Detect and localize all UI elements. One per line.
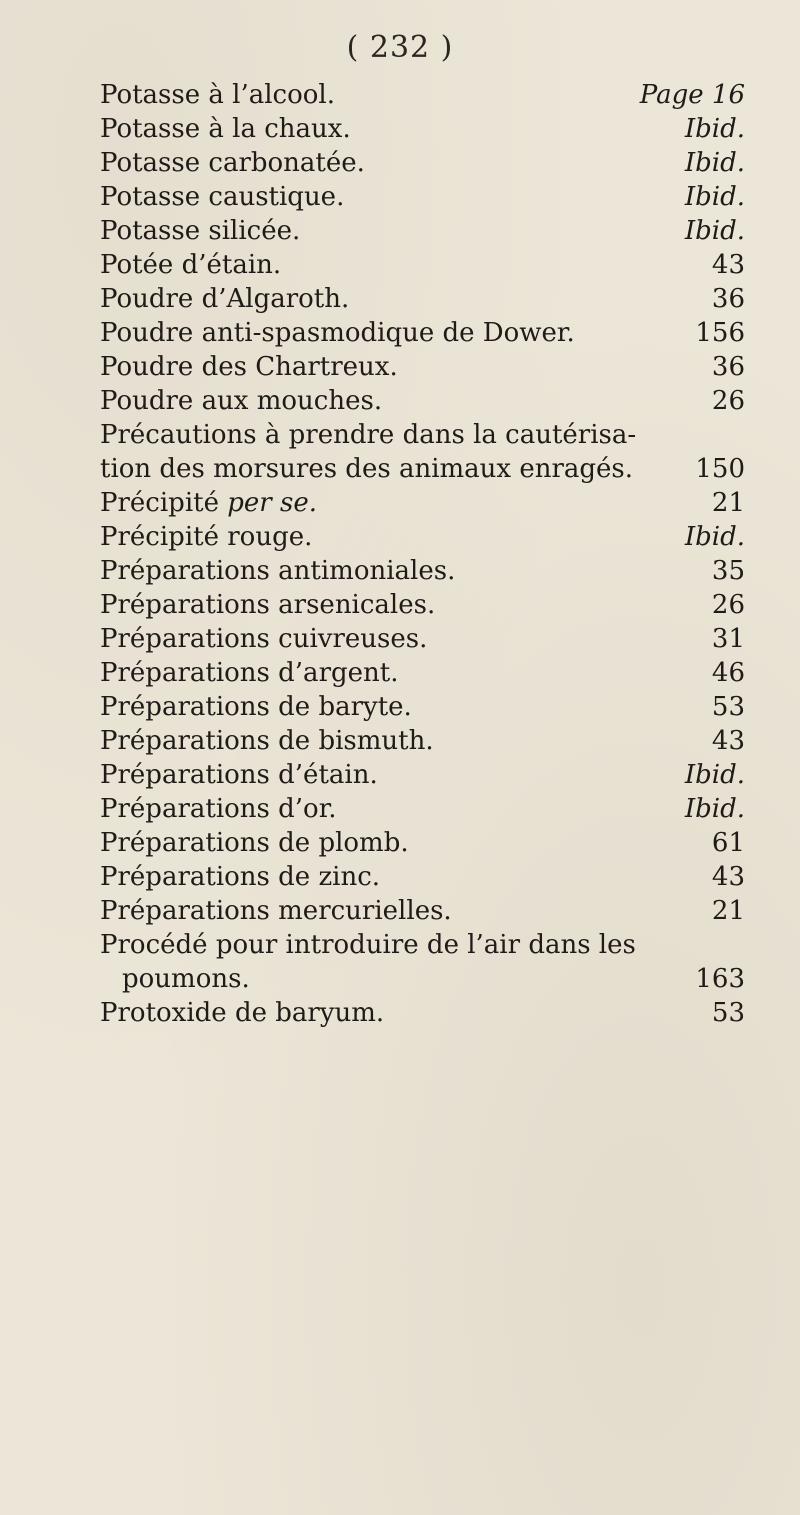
entry-page-ref: 21 [711, 488, 745, 518]
entry-page-ref: 46 [711, 658, 745, 688]
entry-page-ref: 53 [711, 692, 745, 722]
entry-text: Préparations de zinc. [100, 862, 381, 892]
entry-page-ref: 21 [711, 896, 745, 926]
entry-text: Préparations arsenicales. [100, 590, 436, 620]
index-entry [100, 384, 745, 418]
entry-page-ref: 61 [711, 828, 745, 858]
entry-page-ref: Ibid. [684, 114, 745, 144]
entry-text: Poudre anti-spasmodique de Dower. [100, 318, 575, 348]
entry-page-ref: 36 [711, 284, 745, 314]
entry-text: Potasse carbonatée. [100, 148, 365, 178]
index-entry [100, 588, 745, 622]
index-entry [100, 860, 745, 894]
entry-text: Préparations mercurielles. [100, 896, 452, 926]
entry-line [100, 452, 745, 486]
index-entry [100, 554, 745, 588]
entry-text: Préparations cuivreuses. [100, 624, 428, 654]
index-entry [100, 78, 745, 112]
entry-text: Préparations d’étain. [100, 760, 378, 790]
entry-text: Préparations de bismuth. [100, 726, 434, 756]
entry-page-ref: 156 [695, 318, 745, 348]
entry-page-ref: Page 16 [639, 80, 745, 110]
entry-text-main: Précipité [100, 488, 228, 518]
entry-text: Procédé pour introduire de l’air dans les [100, 930, 636, 960]
entry-text: Potasse silicée. [100, 216, 301, 246]
entry-text: Préparations de plomb. [100, 828, 409, 858]
entry-page-ref: Ibid. [684, 148, 745, 178]
index-entry [100, 214, 745, 248]
index-entry [100, 248, 745, 282]
entry-text: Préparations d’or. [100, 794, 337, 824]
index-entry [100, 724, 745, 758]
entry-text-continued: tion des morsures des animaux enragés. [100, 454, 634, 484]
entry-text: Potée d’étain. [100, 250, 282, 280]
entry-text: Poudre d’Algaroth. [100, 284, 350, 314]
entry-text: Préparations de baryte. [100, 692, 412, 722]
entry-line [100, 928, 745, 962]
index-entry [100, 486, 745, 520]
entry-page-ref: 36 [711, 352, 745, 382]
entry-page-ref: 26 [711, 590, 745, 620]
entry-text: Poudre aux mouches. [100, 386, 383, 416]
entry-page-ref: Ibid. [684, 794, 745, 824]
index-entry [100, 520, 745, 554]
entry-text-latin: per se. [227, 488, 317, 518]
index-entry [100, 894, 745, 928]
index-entry [100, 792, 745, 826]
entry-text: Préparations antimoniales. [100, 556, 456, 586]
index-entry [100, 996, 745, 1030]
index-entry [100, 928, 745, 996]
entry-text: Potasse à l’alcool. [100, 80, 335, 110]
entry-text [100, 486, 317, 520]
entry-page-ref: 43 [711, 726, 745, 756]
index-entry [100, 758, 745, 792]
index-entry [100, 180, 745, 214]
entry-text: Potasse à la chaux. [100, 114, 351, 144]
entry-page-ref: 53 [711, 998, 745, 1028]
entry-page-ref: 43 [711, 250, 745, 280]
entry-text: Précautions à prendre dans la cautérisa- [100, 420, 637, 450]
index-entry [100, 146, 745, 180]
entry-page-ref: Ibid. [684, 760, 745, 790]
entry-line [100, 418, 745, 452]
index-entry [100, 316, 745, 350]
entry-text-continued: poumons. [122, 964, 250, 994]
entry-text: Potasse caustique. [100, 182, 345, 212]
entry-page-ref: 150 [695, 454, 745, 484]
entry-text: Protoxide de baryum. [100, 998, 385, 1028]
index-entry [100, 622, 745, 656]
index-entry [100, 826, 745, 860]
entry-page-ref: Ibid. [684, 522, 745, 552]
entry-page-ref: 31 [711, 624, 745, 654]
index-entry [100, 418, 745, 486]
index-entry [100, 282, 745, 316]
entry-text: Préparations d’argent. [100, 658, 399, 688]
entry-text: Précipité rouge. [100, 522, 313, 552]
index-entry [100, 656, 745, 690]
page-number: ( 232 ) [346, 30, 454, 65]
entry-page-ref: 43 [711, 862, 745, 892]
index-entry [100, 350, 745, 384]
index-entry [100, 112, 745, 146]
entry-page-ref: Ibid. [684, 182, 745, 212]
index-list [100, 78, 745, 1030]
entry-line [100, 962, 745, 996]
entry-page-ref: 35 [711, 556, 745, 586]
index-entry [100, 690, 745, 724]
entry-page-ref: 163 [695, 964, 745, 994]
entry-page-ref: Ibid. [684, 216, 745, 246]
entry-text: Poudre des Chartreux. [100, 352, 398, 382]
entry-page-ref: 26 [711, 386, 745, 416]
